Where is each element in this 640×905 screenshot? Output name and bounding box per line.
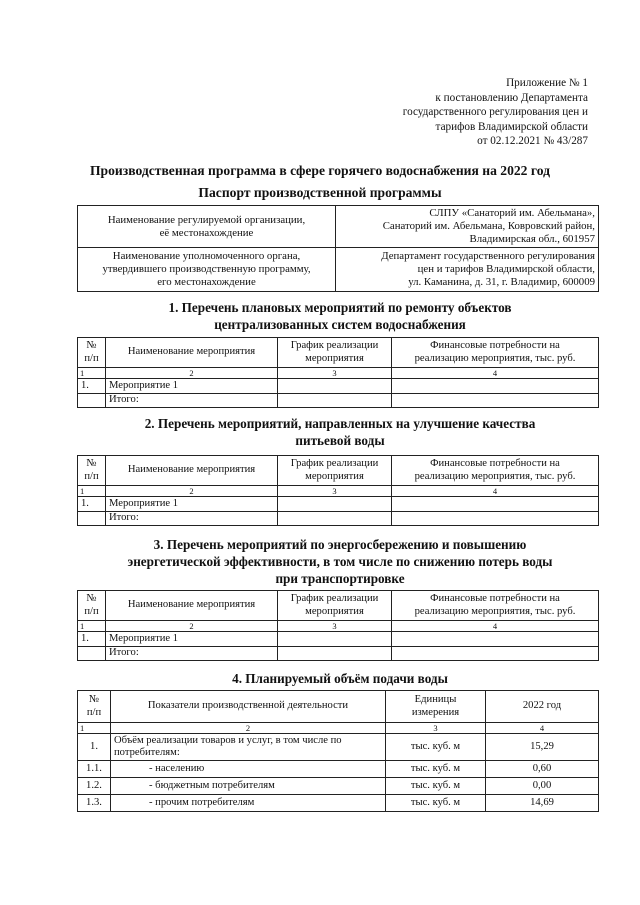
passport-value-cell <box>336 206 599 248</box>
header-schedule-line: мероприятия <box>305 470 364 482</box>
passport-table <box>77 205 599 292</box>
annex-line: к постановлению Департамента <box>435 91 588 104</box>
total-schedule <box>278 512 392 526</box>
table-row <box>78 761 599 778</box>
annex-line: от 02.12.2021 № 43/287 <box>477 135 588 148</box>
row-indicator-line: потребителям: <box>114 747 180 758</box>
row-value: 15,29 <box>486 734 599 761</box>
header-num-line: п/п <box>84 352 99 364</box>
section-1-table <box>77 337 599 408</box>
row-value: 14,69 <box>486 795 599 812</box>
row-unit: тыс. куб. м <box>386 795 486 812</box>
total-finance <box>392 647 599 661</box>
header-name: Наименование мероприятия <box>106 338 278 368</box>
header-name: Наименование мероприятия <box>106 456 278 486</box>
table-row <box>78 497 599 512</box>
header-num-line: № <box>86 593 97 604</box>
section-title-line: 2. Перечень мероприятий, направленных на улучшение качества <box>144 416 536 431</box>
annex-line: государственного регулирования цен и <box>402 106 588 119</box>
column-number-row <box>78 723 599 734</box>
header-finance <box>392 338 599 368</box>
header-num <box>78 591 106 621</box>
row-finance <box>392 379 599 394</box>
header-finance-line: Финансовые потребности на <box>430 458 560 469</box>
section-title-line: энергетической эффективности, в том числе по снижению потерь воды <box>127 554 553 569</box>
col-number: 2 <box>106 486 278 497</box>
col-number: 2 <box>111 723 386 734</box>
row-name: Мероприятие 1 <box>106 632 278 647</box>
section-title-line: централизованных систем водоснабжения <box>214 317 466 332</box>
annex-line: тарифов Владимирской области <box>435 120 588 133</box>
total-row <box>78 394 599 408</box>
row-unit: тыс. куб. м <box>386 761 486 778</box>
row-schedule <box>278 497 392 512</box>
col-number: 3 <box>278 368 392 379</box>
table-header-row <box>78 456 599 486</box>
col-number: 2 <box>106 368 278 379</box>
section-2-title <box>60 415 620 449</box>
col-number: 1 <box>78 486 106 497</box>
table-row <box>78 778 599 795</box>
row-indicator: - бюджетным потребителям <box>111 778 386 795</box>
header-num <box>78 338 106 368</box>
row-indicator: - населению <box>111 761 386 778</box>
column-number-row <box>78 486 599 497</box>
passport-value-line: Департамент государственного регулирования <box>381 250 595 262</box>
table-row <box>78 379 599 394</box>
header-finance-line: Финансовые потребности на <box>430 340 560 351</box>
row-num: 1. <box>78 632 106 647</box>
section-title-line: 3. Перечень мероприятий по энергосбережению и повышению <box>153 537 527 552</box>
total-row <box>78 512 599 526</box>
row-finance <box>392 632 599 647</box>
annex-header <box>403 76 588 149</box>
document-title: Производственная программа в сфере горячего водоснабжения на 2022 год <box>89 163 550 178</box>
passport-label-line: её местонахождение <box>159 226 254 239</box>
header-num-line: № <box>88 694 100 705</box>
header-num <box>78 456 106 486</box>
total-num <box>78 647 106 661</box>
row-num: 1. <box>78 497 106 512</box>
total-finance <box>392 394 599 408</box>
header-year: 2022 год <box>486 691 599 723</box>
table-row <box>78 632 599 647</box>
header-num-line: п/п <box>86 706 102 718</box>
header-schedule <box>278 591 392 621</box>
header-finance-line: Финансовые потребности на <box>430 593 560 604</box>
table-header-row <box>78 591 599 621</box>
passport-label-line: Наименование уполномоченного органа, <box>112 250 301 262</box>
row-unit: тыс. куб. м <box>386 734 486 761</box>
header-schedule-line: График реализации <box>290 340 379 351</box>
passport-value-line: цен и тарифов Владимирской области, <box>417 263 595 275</box>
passport-value-line: Санаторий им. Абельмана, Ковровский район, <box>382 220 595 232</box>
section-1-title <box>60 299 620 333</box>
total-row <box>78 647 599 661</box>
passport-label-line: его местонахождение <box>157 276 256 288</box>
header-num-line: № <box>86 340 97 351</box>
col-number: 3 <box>386 723 486 734</box>
header-num-line: п/п <box>84 470 99 482</box>
header-units-line: измерения <box>411 706 460 718</box>
passport-label-line: Наименование регулируемой организации, <box>107 213 306 226</box>
total-label: Итого: <box>106 512 278 526</box>
column-number-row <box>78 621 599 632</box>
header-num-line: п/п <box>84 605 99 617</box>
header-schedule-line: График реализации <box>290 593 379 604</box>
table-row <box>78 795 599 812</box>
volume-table <box>77 690 599 812</box>
col-number: 2 <box>106 621 278 632</box>
passport-label-cell <box>78 206 336 248</box>
col-number: 3 <box>278 486 392 497</box>
header-schedule-line: График реализации <box>290 458 379 469</box>
header-finance <box>392 456 599 486</box>
col-number: 1 <box>78 723 111 734</box>
row-value: 0,00 <box>486 778 599 795</box>
passport-label-line: утвердившего производственную программу, <box>102 263 311 275</box>
header-schedule <box>278 338 392 368</box>
row-num: 1.2. <box>78 778 111 795</box>
passport-value-line: СЛПУ «Санаторий им. Абельмана», <box>429 207 595 219</box>
row-num: 1. <box>78 734 111 761</box>
col-number: 4 <box>392 486 599 497</box>
total-label: Итого: <box>106 394 278 408</box>
header-finance-line: реализацию мероприятия, тыс. руб. <box>414 470 576 482</box>
passport-title: Паспорт производственной программы <box>198 185 442 200</box>
row-indicator <box>111 734 386 761</box>
total-num <box>78 394 106 408</box>
col-number: 4 <box>392 368 599 379</box>
passport-label-cell <box>78 248 336 292</box>
section-3-title <box>60 536 620 587</box>
row-num: 1.1. <box>78 761 111 778</box>
total-label: Итого: <box>106 647 278 661</box>
passport-value-line: Владимирская обл., 601957 <box>469 233 595 245</box>
total-schedule <box>278 647 392 661</box>
table-row <box>78 734 599 761</box>
row-value: 0,60 <box>486 761 599 778</box>
passport-value-line: ул. Каманина, д. 31, г. Владимир, 600009 <box>408 276 595 288</box>
row-finance <box>392 497 599 512</box>
row-num: 1. <box>78 379 106 394</box>
header-finance-line: реализацию мероприятия, тыс. руб. <box>414 605 576 617</box>
passport-row <box>78 248 599 292</box>
col-number: 3 <box>278 621 392 632</box>
row-indicator: - прочим потребителям <box>111 795 386 812</box>
header-schedule <box>278 456 392 486</box>
header-num-line: № <box>86 458 97 469</box>
row-indicator-line: Объём реализации товаров и услуг, в том числе по <box>114 734 342 746</box>
col-number: 1 <box>78 621 106 632</box>
section-3-table <box>77 590 599 661</box>
section-title-line: при транспортировке <box>275 571 405 586</box>
row-unit: тыс. куб. м <box>386 778 486 795</box>
header-units-line: Единицы <box>414 694 457 705</box>
row-name: Мероприятие 1 <box>106 379 278 394</box>
header-schedule-line: мероприятия <box>305 352 364 364</box>
table-header-row <box>78 691 599 723</box>
header-indicator: Показатели производственной деятельности <box>111 691 386 723</box>
col-number: 4 <box>486 723 599 734</box>
total-finance <box>392 512 599 526</box>
column-number-row <box>78 368 599 379</box>
section-title-line: 1. Перечень плановых мероприятий по ремонту объектов <box>168 300 512 315</box>
total-num <box>78 512 106 526</box>
section-2-table <box>77 455 599 526</box>
header-finance <box>392 591 599 621</box>
annex-line: Приложение № 1 <box>506 77 588 89</box>
header-units <box>386 691 486 723</box>
header-name: Наименование мероприятия <box>106 591 278 621</box>
row-schedule <box>278 379 392 394</box>
row-name: Мероприятие 1 <box>106 497 278 512</box>
col-number: 1 <box>78 368 106 379</box>
section-4-title: 4. Планируемый объём подачи воды <box>232 671 448 686</box>
table-header-row <box>78 338 599 368</box>
passport-value-cell <box>336 248 599 292</box>
header-num <box>78 691 111 723</box>
total-schedule <box>278 394 392 408</box>
col-number: 4 <box>392 621 599 632</box>
header-finance-line: реализацию мероприятия, тыс. руб. <box>414 352 576 364</box>
header-schedule-line: мероприятия <box>305 605 364 617</box>
section-title-line: питьевой воды <box>295 433 385 448</box>
row-schedule <box>278 632 392 647</box>
row-num: 1.3. <box>78 795 111 812</box>
passport-row <box>78 206 599 248</box>
